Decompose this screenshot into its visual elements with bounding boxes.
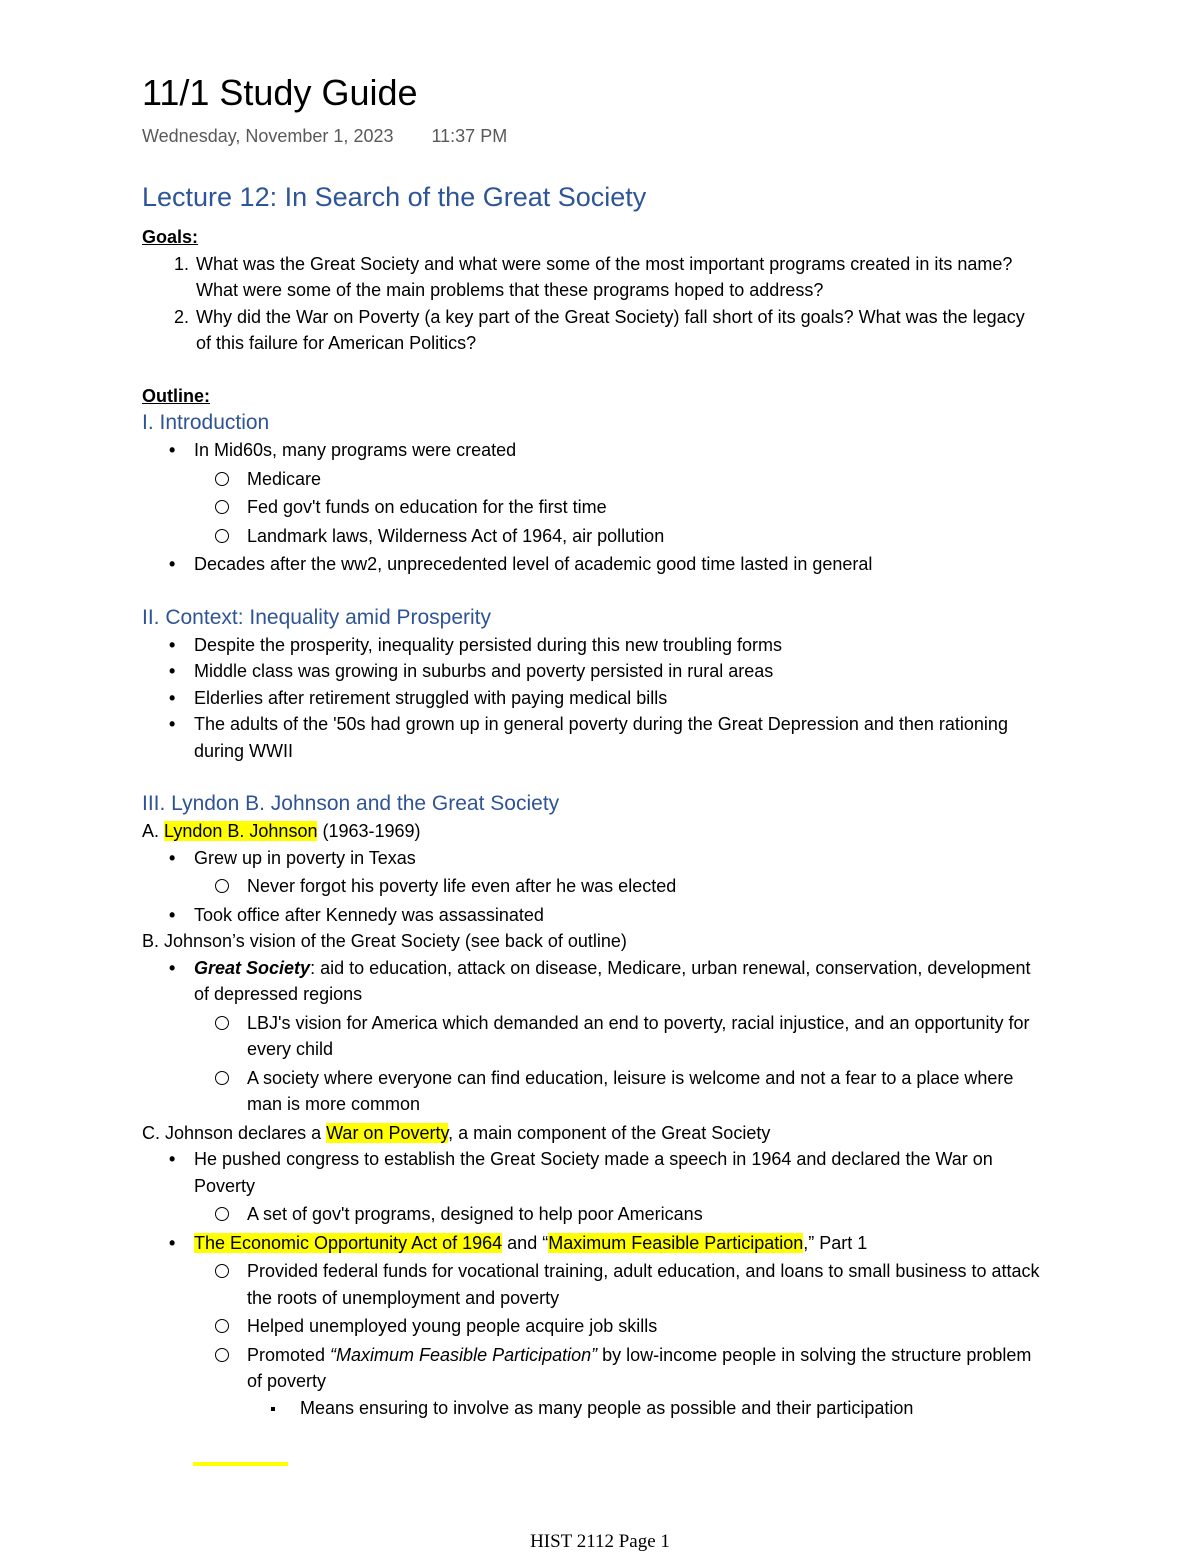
- bullet-list: [142, 955, 1042, 1118]
- bullet-item: [194, 1146, 1042, 1228]
- sub-sub-bullet-list: [247, 1395, 1042, 1422]
- page-date: Wednesday, November 1, 2023: [142, 126, 394, 146]
- page-title: 11/1 Study Guide: [142, 72, 418, 113]
- highlight-mark: [193, 1462, 288, 1466]
- bullet-text: Grew up in poverty in Texas: [194, 847, 416, 868]
- bullet-item: [194, 1230, 1042, 1422]
- goals-label: Goals:: [142, 227, 199, 247]
- bullet-text: He pushed congress to establish the Great Society made a speech in 1964 and declared the War on Poverty: [194, 1149, 993, 1196]
- sub-bullet-item: Provided federal funds for vocational training, adult education, and loans to small business to attack the roots of unemployment and poverty: [247, 1258, 1042, 1311]
- goal-item: 1. What was the Great Society and what were some of the most important programs created in its name? What were some of the main problems that these programs hoped to address?: [194, 251, 1042, 304]
- sub-bullet-item: Medicare: [247, 466, 1042, 493]
- note-body: [142, 178, 1042, 1423]
- bullet-item: [194, 845, 1042, 900]
- sub-bullet-item: LBJ's vision for America which demanded an end to poverty, racial injustice, and an opportunity for every child: [247, 1010, 1042, 1063]
- subsection-a-prefix: A.: [142, 821, 165, 841]
- sub-bullet-list: [194, 1201, 1042, 1228]
- sub-bullet-text: by low-income people in solving the structure problem of poverty: [247, 1344, 1032, 1391]
- section-heading-lbj: III. Lyndon B. Johnson and the Great Society: [142, 792, 560, 815]
- subsection-c-prefix: C. Johnson declares a: [142, 1122, 327, 1143]
- highlight-war-on-poverty: War on Poverty: [326, 1122, 449, 1143]
- sub-bullet-item: Helped unemployed young people acquire job skills: [247, 1313, 1042, 1340]
- bullet-item: • Middle class was growing in suburbs and poverty persisted in rural areas: [194, 658, 1042, 685]
- highlight-lbj: Lyndon B. Johnson: [164, 821, 318, 841]
- sub-sub-bullet-item: Means ensuring to involve as many people as possible and their participation: [300, 1395, 1042, 1422]
- sub-bullet-item: Never forgot his poverty life even after he was elected: [247, 873, 1042, 900]
- bullet-item: • Despite the prosperity, inequality persisted during this new troubling forms: [194, 632, 1042, 659]
- subsection-c-suffix: , a main component of the Great Society: [448, 1122, 771, 1143]
- sub-bullet-item: A set of gov't programs, designed to help poor Americans: [247, 1201, 1042, 1228]
- bullet-item: • Took office after Kennedy was assassinated: [194, 902, 1042, 929]
- goal-item: 2. Why did the War on Poverty (a key part of the Great Society) fall short of its goals? What was the legacy of this failure for American Politics?: [194, 304, 1042, 357]
- subsection-b: B. Johnson’s vision of the Great Society (see back of outline): [142, 931, 627, 951]
- bullet-item: [194, 437, 1042, 549]
- highlight-economic-opportunity-act: The Economic Opportunity Act of 1964: [194, 1232, 503, 1253]
- subsection-a: [142, 818, 1042, 845]
- section-heading-context: II. Context: Inequality amid Prosperity: [142, 605, 491, 629]
- sub-bullet-item: [247, 1342, 1042, 1422]
- term-max-feasible-participation: “Maximum Feasible Participation”: [330, 1344, 598, 1365]
- highlight-max-feasible-participation: Maximum Feasible Participation: [548, 1232, 804, 1253]
- subsection-c: [142, 1120, 1042, 1147]
- page-time: 11:37 PM: [431, 126, 508, 146]
- bullet-text: In Mid60s, many programs were created: [194, 440, 517, 460]
- page-footer: HIST 2112 Page 1: [530, 1531, 670, 1552]
- page-datetime: [142, 126, 507, 147]
- outline-label: Outline:: [142, 385, 210, 406]
- subsection-a-years: (1963-1969): [317, 821, 421, 841]
- section-heading-introduction: I. Introduction: [142, 411, 270, 434]
- sub-bullet-list: [194, 466, 1042, 550]
- lecture-heading: Lecture 12: In Search of the Great Society: [142, 182, 647, 212]
- bullet-item: [194, 955, 1042, 1118]
- term-great-society: Great Society: [194, 957, 311, 978]
- goals-list: [142, 251, 1042, 357]
- bullet-text: : aid to education, attack on disease, Medicare, urban renewal, conservation, development of depressed regions: [194, 957, 1031, 1004]
- bullet-list: [142, 845, 1042, 929]
- bullet-list: [142, 632, 1042, 765]
- bullet-list: [142, 1146, 1042, 1421]
- bullet-text: ,” Part 1: [803, 1232, 868, 1253]
- bullet-item: • Elderlies after retirement struggled with paying medical bills: [194, 685, 1042, 712]
- sub-bullet-text: Promoted: [247, 1344, 331, 1365]
- bullet-list: [142, 437, 1042, 578]
- sub-bullet-list: [194, 1258, 1042, 1421]
- sub-bullet-list: [194, 1010, 1042, 1118]
- bullet-item: • Decades after the ww2, unprecedented level of academic good time lasted in general: [194, 551, 1042, 578]
- bullet-item: • The adults of the '50s had grown up in general poverty during the Great Depression and then rationing during WWII: [194, 711, 1042, 764]
- sub-bullet-list: [194, 873, 1042, 900]
- sub-bullet-item: Landmark laws, Wilderness Act of 1964, air pollution: [247, 523, 1042, 550]
- sub-bullet-item: A society where everyone can find education, leisure is welcome and not a fear to a place where man is more common: [247, 1065, 1042, 1118]
- sub-bullet-item: Fed gov't funds on education for the first time: [247, 494, 1042, 521]
- bullet-text: and “: [502, 1232, 549, 1253]
